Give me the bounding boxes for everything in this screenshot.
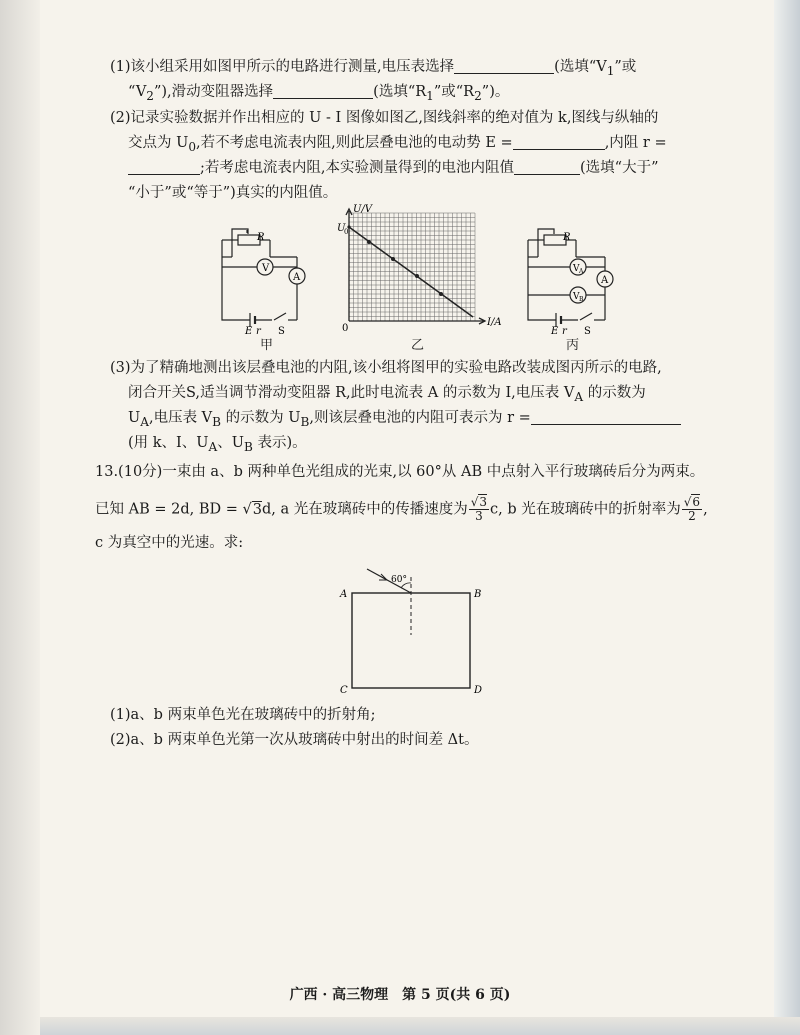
blank-voltmeter[interactable]: [454, 73, 554, 74]
svg-text:A: A: [601, 275, 609, 286]
q12-p3-line4: (用 k、I、$U_A$、$U_B$ 表示)。: [128, 435, 307, 454]
glass-block-diagram: [335, 563, 490, 698]
blank-internal-r[interactable]: [128, 174, 200, 175]
q13-line2: 已知 AB = 2d, BD = √3d, a 光在玻璃砖中的传播速度为 $\frac{√3}{3}$ c, b 光在玻璃砖中的折射率为 $\frac{√6}{2}$ ,: [95, 495, 708, 523]
svg-text:0: 0: [342, 323, 349, 333]
fraction-speed: $\frac{√3}{3}$: [470, 495, 488, 523]
q12-p3-line3: $U_A$,电压表 $V_B$ 的示数为 $U_B$,则该层叠电池的内阻可表示为 r =: [128, 408, 681, 432]
circuit-bing: [518, 225, 628, 335]
svg-text:S: S: [278, 326, 285, 335]
switch: [274, 313, 286, 320]
svg-text:r: r: [562, 326, 567, 335]
q12-p2-line2: 交点为 $U_0$,若不考虑电流表内阻,则此层叠电池的电动势 E = ,内阻 r =: [128, 135, 667, 154]
svg-text:C: C: [340, 685, 348, 696]
svg-text:B: B: [474, 589, 482, 600]
svg-text:E: E: [245, 326, 253, 335]
svg-text:r: r: [256, 326, 261, 335]
svg-text:U: U: [337, 223, 346, 234]
q12-p2-line1: (2)记录实验数据并作出相应的 U - I 图像如图乙,图线斜率的绝对值为 k,图线与纵轴的: [110, 110, 659, 126]
blank-rheostat[interactable]: [273, 98, 373, 99]
svg-text:V: V: [573, 292, 580, 302]
q13-sub1: (1)a、b 两束单色光在玻璃砖中的折射角;: [110, 707, 376, 723]
svg-text:R: R: [563, 232, 571, 243]
svg-text:B: B: [579, 296, 584, 303]
data-point: [439, 292, 443, 296]
svg-text:E: E: [551, 326, 559, 335]
wire: [222, 240, 250, 320]
q13-sub2: (2)a、b 两束单色光第一次从玻璃砖中射出的时间差 Δt。: [110, 732, 479, 748]
page-footer: 广西 · 高三物理 第 5 页(共 6 页): [289, 987, 511, 1003]
q12-p1-line1: (1)该小组采用如图甲所示的电路进行测量,电压表选择 (选填“$V_1$”或: [110, 59, 637, 78]
data-point: [391, 257, 395, 261]
svg-text:A: A: [579, 268, 584, 275]
q12-p3-line2: 闭合开关S,适当调节滑动变阻器 R,此时电流表 A 的示数为 I,电压表 $V_A$ 的示数为: [128, 385, 646, 404]
svg-text:S: S: [584, 326, 591, 335]
svg-text:0: 0: [344, 228, 349, 236]
q13-line1: 13.(10分)一束由 a、b 两种单色光组成的光束,以 60°从 AB 中点射入平行玻璃砖后分为两束。: [95, 464, 705, 480]
q12-p2-line4: “小于”或“等于”)真实的内阻值。: [128, 185, 338, 201]
q12-p2-line3: ;若考虑电流表内阻,本实验测量得到的电池内阻值 (选填“大于”: [128, 158, 658, 178]
data-point: [367, 240, 371, 244]
fig-label-yi: 乙: [411, 338, 425, 353]
svg-text:60°: 60°: [391, 575, 407, 585]
ray-arrow: [379, 574, 387, 580]
fraction-index: $\frac{√6}{2}$: [683, 495, 701, 523]
graph-yi: [335, 203, 510, 333]
q12-p1-text: (1)该小组采用如图甲所示的电路进行测量,电压表选择: [110, 59, 455, 75]
svg-text:A: A: [293, 272, 301, 283]
fig-label-bing: 丙: [566, 338, 580, 353]
svg-text:A: A: [340, 589, 348, 600]
svg-text:I/A: I/A: [487, 317, 502, 328]
svg-text:D: D: [474, 685, 483, 696]
circuit-jia: [212, 225, 322, 335]
fig-label-jia: 甲: [260, 338, 274, 353]
q12-p1-line2: “$V_2$”),滑动变阻器选择 (选填“$R_1$”或“$R_2$”)。: [128, 84, 510, 103]
iu-line: [349, 227, 473, 317]
bottom-band: [40, 1017, 800, 1035]
switch: [580, 313, 592, 320]
svg-text:R: R: [257, 232, 265, 243]
blank-compare[interactable]: [514, 174, 580, 175]
q12-p3-line1: (3)为了精确地测出该层叠电池的内阻,该小组将图甲的实验电路改装成图丙所示的电路,: [110, 360, 662, 376]
data-point: [415, 274, 419, 278]
svg-text:U/V: U/V: [353, 204, 373, 215]
blank-emf[interactable]: [513, 149, 605, 150]
page-shadow-left: [0, 0, 40, 1035]
svg-text:V: V: [262, 263, 270, 274]
q13-line3: c 为真空中的光速。求:: [95, 535, 244, 551]
svg-text:V: V: [573, 264, 580, 274]
page-shadow-right: [774, 0, 800, 1035]
blank-r-expression[interactable]: [531, 424, 681, 425]
